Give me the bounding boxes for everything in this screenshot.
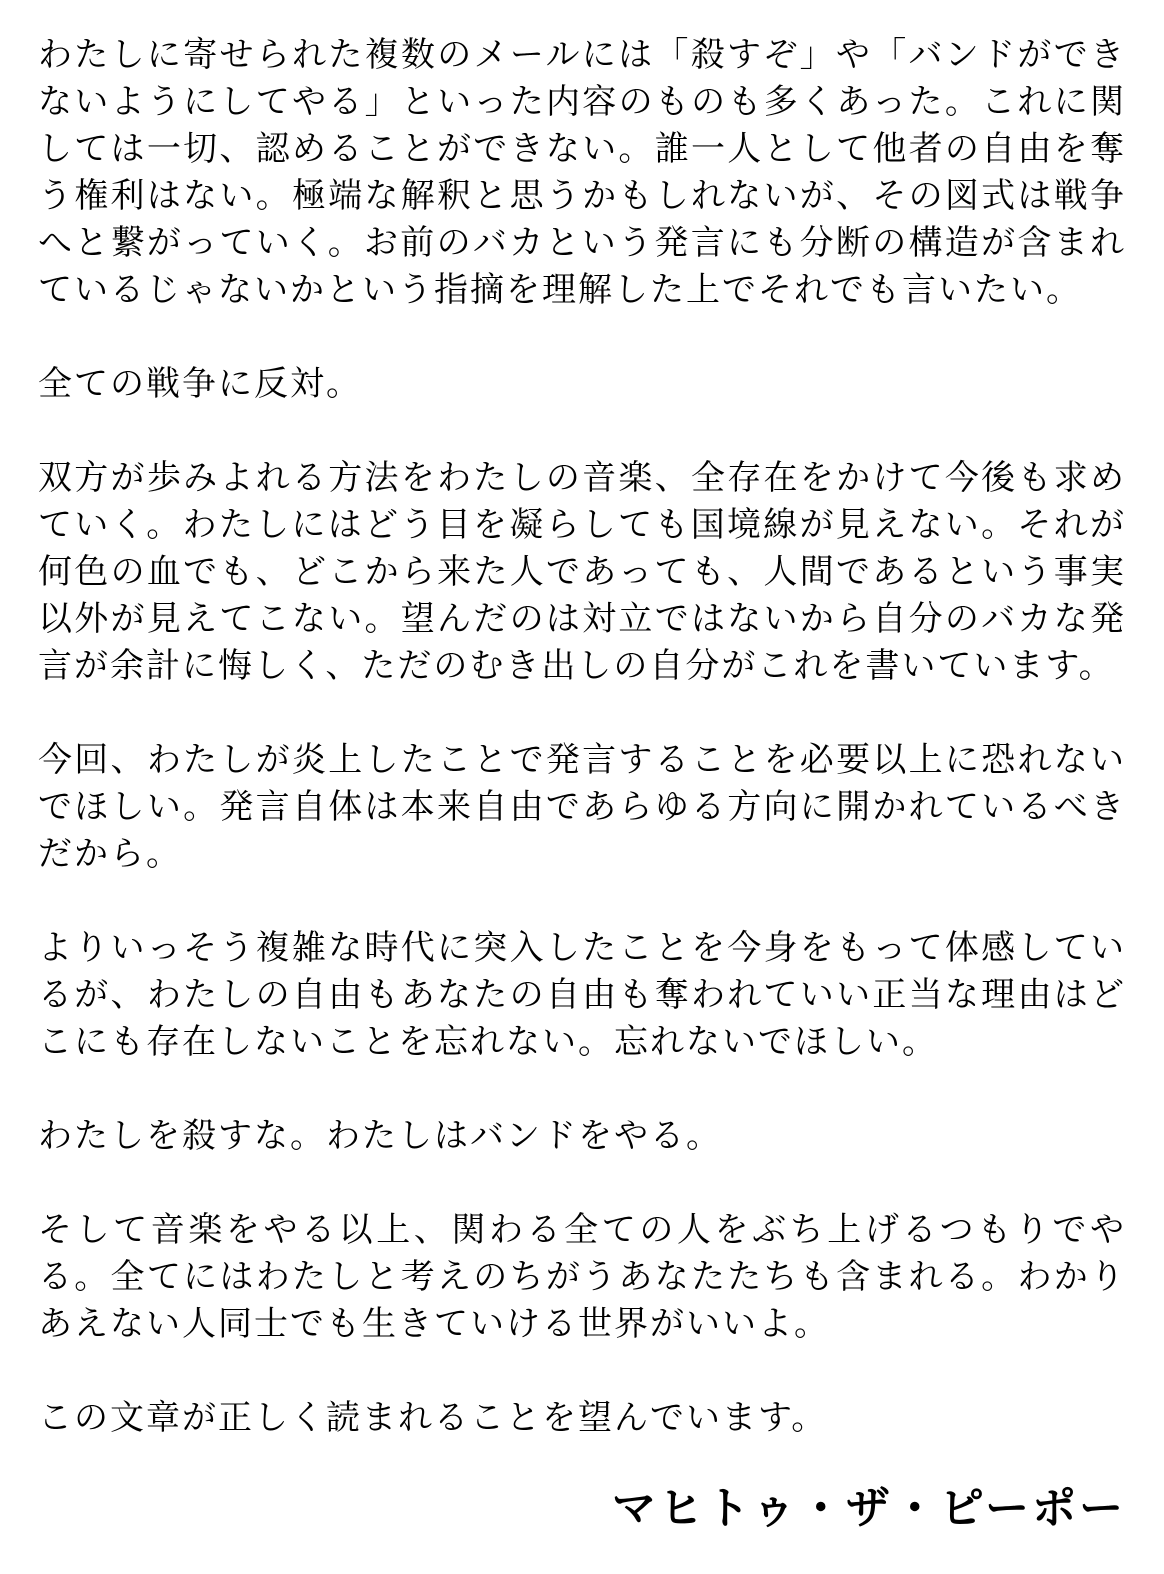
statement-paragraph-6: わたしを殺すな。わたしはバンドをやる。 (38, 1118, 722, 1155)
statement-paragraph-2: 全ての戦争に反対。 (38, 366, 362, 403)
statement-paragraph-8: この文章が正しく読まれることを望んでいます。 (38, 1400, 828, 1437)
statement-paragraph-3: 双方が歩みよれる方法をわたしの音楽、全存在をかけて今後も求めていく。わたしにはどう目を凝らしても国境線が見えない。それが何色の血でも、どこから来た人であっても、人間であるという事実以外が見えてこない。望んだのは対立ではないから自分のバカな発言が余計に悔しく、ただのむき出しの自分がこれを書いています。 (38, 460, 1126, 685)
statement-paragraph-4: 今回、わたしが炎上したことで発言することを必要以上に恐れないでほしい。発言自体は本来自由であらゆる方向に開かれているべきだから。 (38, 742, 1126, 873)
author-signature: マヒトゥ・ザ・ピーポー (611, 1484, 1126, 1533)
statement-paragraph-1: わたしに寄せられた複数のメールには「殺すぞ」や「バンドができないようにしてやる」といった内容のものも多くあった。これに関しては一切、認めることができない。誰一人として他者の自由を奪う権利はない。極端な解釈と思うかもしれないが、その図式は戦争へと繋がっていく。お前のバカという発言にも分断の構造が含まれているじゃないかという指摘を理解した上でそれでも言いたい。 (38, 37, 1126, 309)
statement-paragraph-5: よりいっそう複雑な時代に突入したことを今身をもって体感しているが、わたしの自由もあなたの自由も奪われていい正当な理由はどこにも存在しないことを忘れない。忘れないでほしい。 (38, 930, 1126, 1061)
statement-paragraph-7: そして音楽をやる以上、関わる全ての人をぶち上げるつもりでやる。全てにはわたしと考えのちがうあなたたちも含まれる。わかりあえない人同士でも生きていける世界がいいよ。 (38, 1212, 1126, 1343)
